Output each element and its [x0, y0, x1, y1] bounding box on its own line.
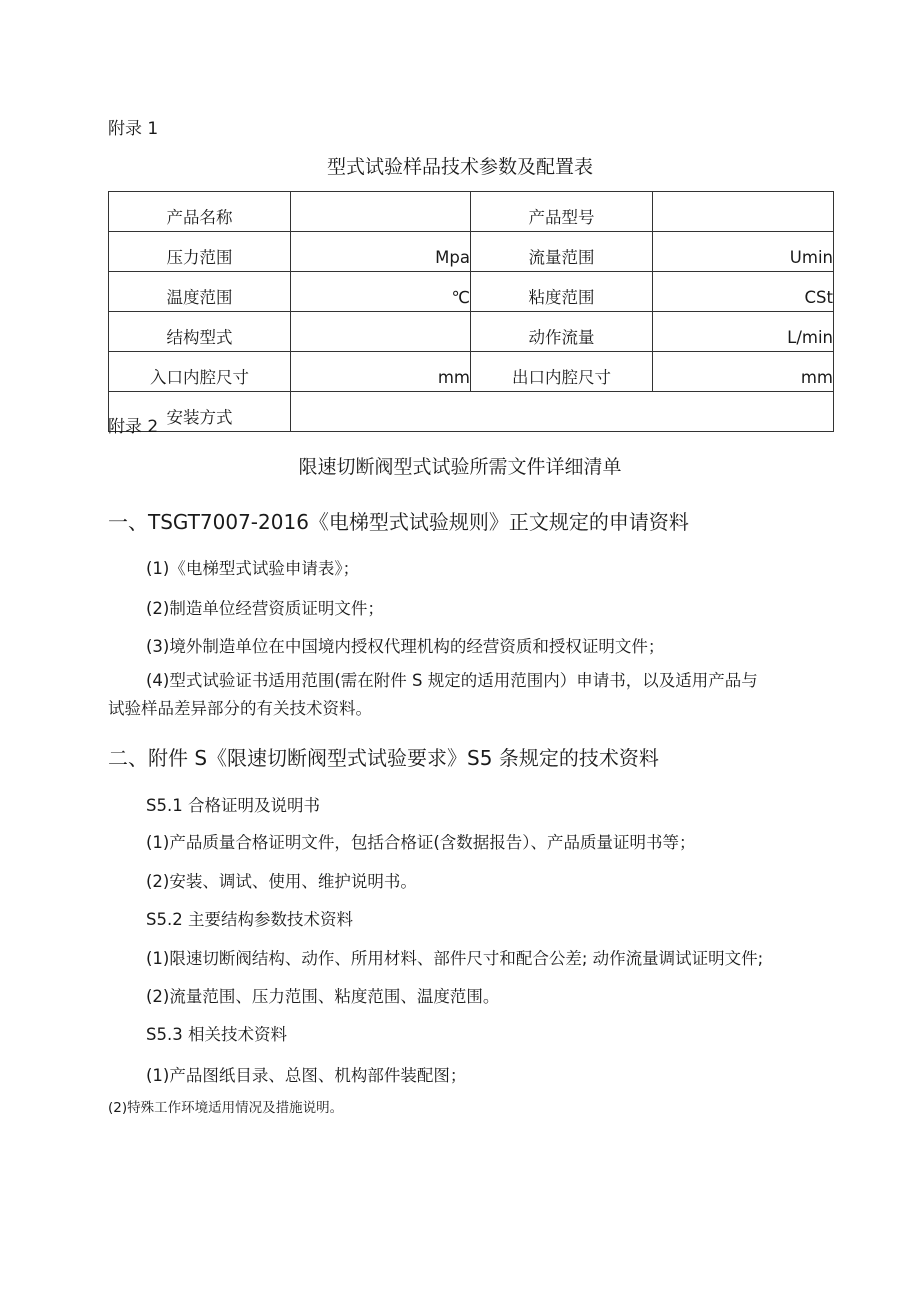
subsection-title: S5.2 主要结构参数技术资料: [146, 910, 353, 929]
subsection-title: S5.3 相关技术资料: [146, 1025, 287, 1044]
subsection-title: S5.1 合格证明及说明书: [146, 796, 320, 815]
value-cell: CSt: [653, 272, 834, 312]
value-cell: mm: [653, 352, 834, 392]
value-cell: L/min: [653, 312, 834, 352]
table-row: [109, 312, 834, 352]
label-cell: 入口内腔尺寸: [109, 352, 291, 392]
label-cell: 安装方式: [109, 392, 291, 432]
value-cell: [653, 192, 834, 232]
list-item: (2)安装、调试、使用、维护说明书。: [146, 872, 417, 891]
table-row: [109, 272, 834, 312]
appendix-1-title: 型式试验样品技术参数及配置表: [326, 156, 593, 178]
label-cell: 温度范围: [109, 272, 291, 312]
list-item: (3)境外制造单位在中国境内授权代理机构的经营资质和授权证明文件；: [146, 637, 665, 656]
value-cell: Mpa: [291, 232, 471, 272]
table-row: [109, 352, 834, 392]
appendix-2-title: 限速切断阀型式试验所需文件详细清单: [298, 456, 622, 478]
label-cell: 压力范围: [109, 232, 291, 272]
label-cell: 动作流量: [471, 312, 653, 352]
section-2-heading: 二、附件 S《限速切断阀型式试验要求》S5 条规定的技术资料: [108, 746, 659, 770]
appendix-2-label: 附录 2: [108, 417, 159, 437]
value-cell: ℃: [291, 272, 471, 312]
value-cell: [291, 312, 471, 352]
parameter-table: [108, 191, 834, 432]
label-cell: 产品型号: [471, 192, 653, 232]
list-item: (1)产品图纸目录、总图、机构部件装配图；: [146, 1066, 467, 1085]
table-row: [109, 392, 834, 432]
list-item: (2)制造单位经营资质证明文件；: [146, 599, 384, 618]
label-cell: 结构型式: [109, 312, 291, 352]
list-item: (4)型式试验证书适用范围(需在附件 S 规定的适用范围内）申请书，以及适用产品与: [146, 671, 758, 690]
label-cell: 出口内腔尺寸: [471, 352, 653, 392]
value-cell: [291, 392, 834, 432]
list-item: (2)特殊工作环境适用情况及措施说明。: [108, 1100, 344, 1116]
table-row: [109, 232, 834, 272]
section-1-heading: 一、TSGT7007-2016《电梯型式试验规则》正文规定的申请资料: [108, 510, 689, 534]
list-item: (1)《电梯型式试验申请表》；: [146, 559, 360, 578]
value-cell: mm: [291, 352, 471, 392]
label-cell: 流量范围: [471, 232, 653, 272]
list-item: (1)限速切断阀结构、动作、所用材料、部件尺寸和配合公差; 动作流量调试证明文件;: [146, 949, 764, 968]
list-item-continuation: 试验样品差异部分的有关技术资料。: [108, 699, 372, 718]
table-row: [109, 192, 834, 232]
value-cell: [291, 192, 471, 232]
appendix-1-label: 附录 1: [108, 119, 159, 139]
value-cell: Umin: [653, 232, 834, 272]
list-item: (1)产品质量合格证明文件，包括合格证(含数据报告）、产品质量证明书等；: [146, 833, 696, 852]
list-item: (2)流量范围、压力范围、粘度范围、温度范围。: [146, 987, 500, 1006]
label-cell: 粘度范围: [471, 272, 653, 312]
label-cell: 产品名称: [109, 192, 291, 232]
